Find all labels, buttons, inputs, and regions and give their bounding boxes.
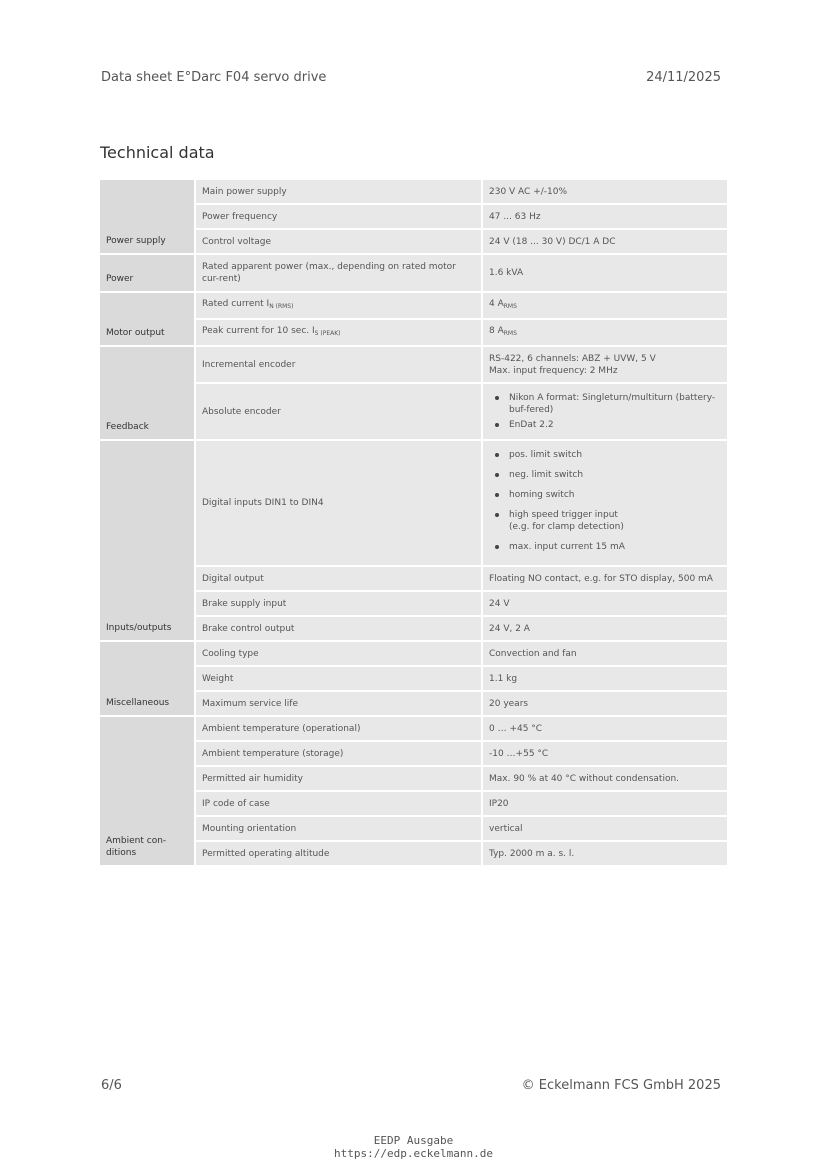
print-stamp-url: https://edp.eckelmann.de [334, 1147, 493, 1160]
param-digital-inputs: Digital inputs DIN1 to DIN4 [195, 440, 482, 566]
table-row [100, 229, 728, 254]
value-brake-supply-input: 24 V [482, 591, 728, 616]
list-item: Nikon A format: Singleturn/multiturn (battery-buf-fered) [489, 392, 721, 416]
param-ambient-temp-storage: Ambient temperature (storage) [195, 741, 482, 766]
param-rated-current [195, 292, 482, 319]
param-brake-control-output: Brake control output [195, 616, 482, 641]
table-row [100, 292, 728, 319]
param-control-voltage: Control voltage [195, 229, 482, 254]
value-power-frequency: 47 ... 63 Hz [482, 204, 728, 229]
list-item: neg. limit switch [489, 469, 721, 481]
value-incremental-encoder [482, 346, 728, 383]
group-inputs-outputs: Inputs/outputs [100, 440, 195, 641]
param-digital-output: Digital output [195, 566, 482, 591]
print-stamp [0, 1134, 827, 1160]
value-rated-current [482, 292, 728, 319]
param-air-humidity: Permitted air humidity [195, 766, 482, 791]
value-operating-altitude: Typ. 2000 m a. s. l. [482, 841, 728, 866]
value-rated-current-subscript: RMS [503, 303, 517, 310]
page-title: Technical data [100, 143, 215, 162]
value-digital-inputs [482, 440, 728, 566]
value-mounting-orientation: vertical [482, 816, 728, 841]
value-peak-current-text: 8 A [489, 326, 504, 336]
table-row [100, 791, 728, 816]
value-air-humidity: Max. 90 % at 40 °C without condensation. [482, 766, 728, 791]
group-ambient-line1: Ambient con- [106, 836, 167, 846]
value-service-life: 20 years [482, 691, 728, 716]
value-main-power-supply: 230 V AC +/-10% [482, 179, 728, 204]
param-peak-current-text: Peak current for 10 sec. I [202, 326, 315, 336]
table-row [100, 666, 728, 691]
list-item: EnDat 2.2 [489, 419, 721, 431]
param-peak-current [195, 319, 482, 346]
table-row [100, 254, 728, 292]
list-item [489, 509, 721, 533]
list-item: homing switch [489, 489, 721, 501]
param-incremental-encoder: Incremental encoder [195, 346, 482, 383]
group-feedback: Feedback [100, 346, 195, 440]
param-brake-supply-input: Brake supply input [195, 591, 482, 616]
value-rated-apparent-power: 1.6 kVA [482, 254, 728, 292]
group-power: Power [100, 254, 195, 292]
param-cooling-type: Cooling type [195, 641, 482, 666]
param-weight: Weight [195, 666, 482, 691]
list-item: max. input current 15 mA [489, 541, 721, 553]
table-row [100, 179, 728, 204]
param-operating-altitude: Permitted operating altitude [195, 841, 482, 866]
value-absolute-encoder [482, 383, 728, 440]
value-cooling-type: Convection and fan [482, 641, 728, 666]
value-incremental-encoder-line2: Max. input frequency: 2 MHz [489, 365, 618, 376]
group-ambient-line2: ditions [106, 848, 137, 858]
footer-page-number: 6/6 [101, 1078, 122, 1093]
value-ambient-temp-storage: -10 …+55 °C [482, 741, 728, 766]
value-ip-code: IP20 [482, 791, 728, 816]
header-date: 24/11/2025 [646, 70, 721, 85]
value-weight: 1.1 kg [482, 666, 728, 691]
table-row [100, 716, 728, 741]
group-power-supply: Power supply [100, 179, 195, 254]
param-main-power-supply: Main power supply [195, 179, 482, 204]
table-row [100, 691, 728, 716]
param-ip-code: IP code of case [195, 791, 482, 816]
table-row [100, 766, 728, 791]
footer-copyright: © Eckelmann FCS GmbH 2025 [521, 1078, 721, 1093]
table-row [100, 440, 728, 566]
param-peak-current-subscript: S (PEAK) [314, 330, 341, 337]
list-item-line1: high speed trigger input [509, 510, 618, 520]
group-motor-output: Motor output [100, 292, 195, 346]
list-item-line2: (e.g. for clamp detection) [509, 522, 624, 532]
print-stamp-line1: EEDP Ausgabe [373, 1134, 454, 1147]
table-row [100, 816, 728, 841]
param-mounting-orientation: Mounting orientation [195, 816, 482, 841]
table-row [100, 566, 728, 591]
digital-inputs-list [489, 449, 721, 553]
value-ambient-temp-operational: 0 … +45 °C [482, 716, 728, 741]
param-absolute-encoder: Absolute encoder [195, 383, 482, 440]
technical-data-table [100, 178, 729, 867]
group-ambient-conditions [100, 716, 195, 866]
value-control-voltage: 24 V (18 ... 30 V) DC/1 A DC [482, 229, 728, 254]
param-rated-current-text: Rated current I [202, 299, 270, 309]
table-row [100, 204, 728, 229]
value-peak-current-subscript: RMS [503, 330, 517, 337]
table-row [100, 841, 728, 866]
table-row [100, 319, 728, 346]
table-row [100, 641, 728, 666]
group-miscellaneous: Miscellaneous [100, 641, 195, 716]
param-rated-apparent-power: Rated apparent power (max., depending on rated motor cur-rent) [195, 254, 482, 292]
param-service-life: Maximum service life [195, 691, 482, 716]
value-peak-current [482, 319, 728, 346]
absolute-encoder-list [489, 392, 721, 431]
value-digital-output: Floating NO contact, e.g. for STO display, 500 mA [482, 566, 728, 591]
param-rated-current-subscript: N (RMS) [269, 303, 294, 310]
value-brake-control-output: 24 V, 2 A [482, 616, 728, 641]
list-item: pos. limit switch [489, 449, 721, 461]
table-row [100, 346, 728, 383]
table-row [100, 616, 728, 641]
value-incremental-encoder-line1: RS-422, 6 channels: ABZ + UVW, 5 V [489, 353, 656, 364]
value-rated-current-text: 4 A [489, 299, 504, 309]
param-power-frequency: Power frequency [195, 204, 482, 229]
table-row [100, 591, 728, 616]
header-document-title: Data sheet E°Darc F04 servo drive [101, 70, 327, 85]
table-row [100, 383, 728, 440]
table-row [100, 741, 728, 766]
param-ambient-temp-operational: Ambient temperature (operational) [195, 716, 482, 741]
